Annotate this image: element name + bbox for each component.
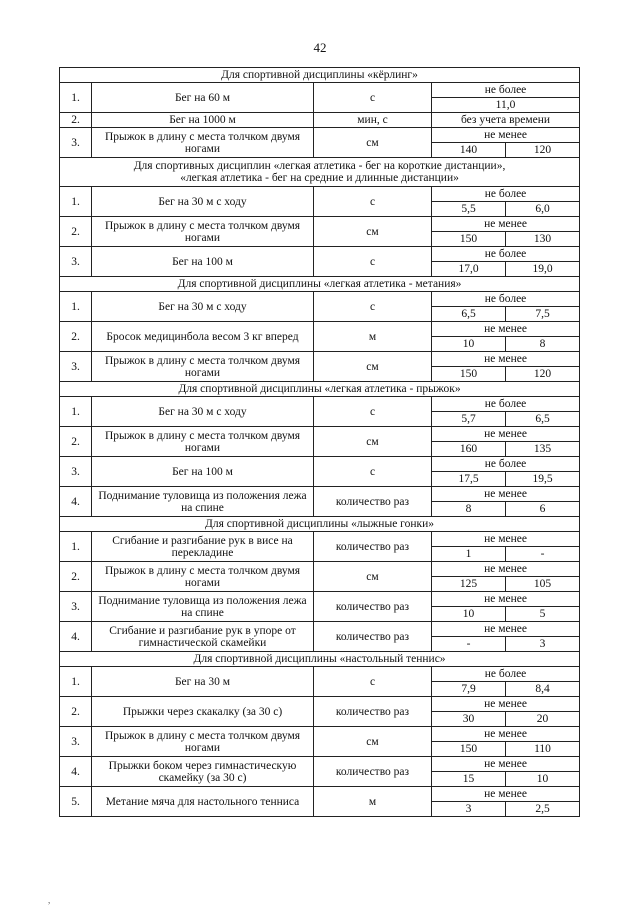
row-number: 2. xyxy=(60,322,92,352)
row-number: 2. xyxy=(60,697,92,727)
norm-value-boys: 150 xyxy=(432,367,506,382)
norm-criterion: не менее xyxy=(432,352,580,367)
row-number: 4. xyxy=(60,622,92,652)
norm-criterion: не менее xyxy=(432,592,580,607)
norm-value-boys: 3 xyxy=(432,802,506,817)
section-title: Для спортивной дисциплины «кёрлинг» xyxy=(60,68,580,83)
norm-criterion: не более xyxy=(432,397,580,412)
unit: с xyxy=(314,187,432,217)
table-row xyxy=(60,787,580,802)
exercise-name: Поднимание туловища из положения лежа на спине xyxy=(92,487,314,517)
norm-criterion: не более xyxy=(432,457,580,472)
table-row xyxy=(60,727,580,742)
unit: с xyxy=(314,397,432,427)
table-row xyxy=(60,128,580,143)
norm-criterion: не менее xyxy=(432,128,580,143)
norm-criterion: не менее xyxy=(432,562,580,577)
exercise-name: Бросок медицинбола весом 3 кг вперед xyxy=(92,322,314,352)
table-row xyxy=(60,83,580,98)
unit: мин, с xyxy=(314,113,432,128)
row-number: 2. xyxy=(60,113,92,128)
norm-value-girls: 110 xyxy=(506,742,580,757)
unit: количество раз xyxy=(314,487,432,517)
exercise-name: Бег на 30 м xyxy=(92,667,314,697)
exercise-name: Бег на 30 м с ходу xyxy=(92,397,314,427)
norm-criterion: не менее xyxy=(432,622,580,637)
norm-value-boys: 17,0 xyxy=(432,262,506,277)
exercise-name: Метание мяча для настольного тенниса xyxy=(92,787,314,817)
row-number: 4. xyxy=(60,757,92,787)
norm-value-girls: 8,4 xyxy=(506,682,580,697)
exercise-name: Бег на 60 м xyxy=(92,83,314,113)
table-row xyxy=(60,487,580,502)
row-number: 1. xyxy=(60,83,92,113)
norm-value-girls: 19,0 xyxy=(506,262,580,277)
section-title: Для спортивной дисциплины «легкая атлетика - метания» xyxy=(60,277,580,292)
table-row xyxy=(60,697,580,712)
unit: см xyxy=(314,128,432,158)
row-number: 1. xyxy=(60,667,92,697)
table-row xyxy=(60,322,580,337)
unit: с xyxy=(314,247,432,277)
row-number: 1. xyxy=(60,292,92,322)
norm-value-boys: 125 xyxy=(432,577,506,592)
exercise-name: Прыжок в длину с места толчком двумя ногами xyxy=(92,217,314,247)
norm-value-boys: 5,7 xyxy=(432,412,506,427)
exercise-name: Бег на 100 м xyxy=(92,457,314,487)
table-row xyxy=(60,352,580,367)
section-title: Для спортивной дисциплины «лыжные гонки» xyxy=(60,517,580,532)
row-number: 4. xyxy=(60,487,92,517)
table-row xyxy=(60,532,580,547)
row-number: 2. xyxy=(60,562,92,592)
norm-value-girls: 3 xyxy=(506,637,580,652)
norm-value-girls: 19,5 xyxy=(506,472,580,487)
norm-criterion: не более xyxy=(432,83,580,98)
norm-value-boys: 17,5 xyxy=(432,472,506,487)
table-row xyxy=(60,667,580,682)
scan-mark: , xyxy=(48,895,51,905)
norm-value-girls: 7,5 xyxy=(506,307,580,322)
row-number: 1. xyxy=(60,532,92,562)
unit: количество раз xyxy=(314,622,432,652)
section-header-row xyxy=(60,277,580,292)
norm-value-boys: 7,9 xyxy=(432,682,506,697)
table-row xyxy=(60,292,580,307)
exercise-name: Прыжки боком через гимнастическую скамейку (за 30 с) xyxy=(92,757,314,787)
unit: см xyxy=(314,562,432,592)
norm-value-boys: 140 xyxy=(432,143,506,158)
section-header-row xyxy=(60,382,580,397)
section-title: Для спортивной дисциплины «настольный теннис» xyxy=(60,652,580,667)
norm-value-boys: 8 xyxy=(432,502,506,517)
norm-value-boys: 150 xyxy=(432,232,506,247)
exercise-name: Бег на 30 м с ходу xyxy=(92,187,314,217)
table-row xyxy=(60,113,580,128)
norm-criterion: не менее xyxy=(432,697,580,712)
table-row xyxy=(60,622,580,637)
norm-value: без учета времени xyxy=(432,113,580,128)
row-number: 2. xyxy=(60,217,92,247)
norm-value-girls: 120 xyxy=(506,143,580,158)
unit: см xyxy=(314,352,432,382)
unit: с xyxy=(314,83,432,113)
norm-value-girls: 5 xyxy=(506,607,580,622)
page-number: 42 xyxy=(313,40,327,55)
section-title: Для спортивных дисциплин «легкая атлетика - бег на короткие дистанции», «легкая атлетика - бег на средние и длинные дистанции» xyxy=(60,158,580,187)
section-header-row xyxy=(60,652,580,667)
section-header-row xyxy=(60,158,580,187)
row-number: 3. xyxy=(60,592,92,622)
norm-criterion: не менее xyxy=(432,757,580,772)
norm-value-girls: 6,0 xyxy=(506,202,580,217)
table-row xyxy=(60,397,580,412)
norm-criterion: не более xyxy=(432,667,580,682)
norm-criterion: не более xyxy=(432,187,580,202)
section-header-row xyxy=(60,68,580,83)
norm-value-girls: 135 xyxy=(506,442,580,457)
norm-value-girls: 120 xyxy=(506,367,580,382)
norm-value-boys: 5,5 xyxy=(432,202,506,217)
norm-value-girls: 10 xyxy=(506,772,580,787)
norm-criterion: не более xyxy=(432,247,580,262)
norm-value-boys: 150 xyxy=(432,742,506,757)
row-number: 1. xyxy=(60,397,92,427)
norms-table xyxy=(59,67,580,817)
norm-criterion: не менее xyxy=(432,322,580,337)
norm-value-boys: 6,5 xyxy=(432,307,506,322)
table-row xyxy=(60,562,580,577)
unit: количество раз xyxy=(314,697,432,727)
norm-value-girls: 6 xyxy=(506,502,580,517)
norm-criterion: не менее xyxy=(432,787,580,802)
table-row xyxy=(60,592,580,607)
norm-value-boys: 10 xyxy=(432,337,506,352)
exercise-name: Прыжок в длину с места толчком двумя ногами xyxy=(92,352,314,382)
exercise-name: Прыжок в длину с места толчком двумя ногами xyxy=(92,562,314,592)
norm-value-boys: 160 xyxy=(432,442,506,457)
row-number: 3. xyxy=(60,457,92,487)
row-number: 3. xyxy=(60,247,92,277)
norm-value-girls: - xyxy=(506,547,580,562)
norm-value-boys: - xyxy=(432,637,506,652)
section-title: Для спортивной дисциплины «легкая атлетика - прыжок» xyxy=(60,382,580,397)
norm-value-girls: 2,5 xyxy=(506,802,580,817)
table-row xyxy=(60,757,580,772)
norm-criterion: не менее xyxy=(432,217,580,232)
unit: с xyxy=(314,292,432,322)
norm-criterion: не менее xyxy=(432,532,580,547)
norm-value-girls: 105 xyxy=(506,577,580,592)
table-row xyxy=(60,427,580,442)
norm-criterion: не менее xyxy=(432,487,580,502)
norm-value-girls: 130 xyxy=(506,232,580,247)
norm-value-girls: 8 xyxy=(506,337,580,352)
unit: м xyxy=(314,322,432,352)
table-row xyxy=(60,217,580,232)
unit: количество раз xyxy=(314,592,432,622)
norm-value: 11,0 xyxy=(432,98,580,113)
row-number: 3. xyxy=(60,727,92,757)
exercise-name: Бег на 30 м с ходу xyxy=(92,292,314,322)
table-row xyxy=(60,457,580,472)
row-number: 1. xyxy=(60,187,92,217)
unit: с xyxy=(314,457,432,487)
exercise-name: Бег на 100 м xyxy=(92,247,314,277)
unit: с xyxy=(314,667,432,697)
exercise-name: Прыжок в длину с места толчком двумя ногами xyxy=(92,128,314,158)
row-number: 2. xyxy=(60,427,92,457)
norm-value-boys: 30 xyxy=(432,712,506,727)
unit: количество раз xyxy=(314,757,432,787)
norm-criterion: не менее xyxy=(432,427,580,442)
exercise-name: Прыжок в длину с места толчком двумя ногами xyxy=(92,427,314,457)
norm-criterion: не более xyxy=(432,292,580,307)
unit: м xyxy=(314,787,432,817)
row-number: 3. xyxy=(60,352,92,382)
norm-value-girls: 6,5 xyxy=(506,412,580,427)
row-number: 3. xyxy=(60,128,92,158)
row-number: 5. xyxy=(60,787,92,817)
exercise-name: Поднимание туловища из положения лежа на спине xyxy=(92,592,314,622)
unit: см xyxy=(314,427,432,457)
table-row xyxy=(60,187,580,202)
norm-value-girls: 20 xyxy=(506,712,580,727)
unit: см xyxy=(314,217,432,247)
norm-value-boys: 10 xyxy=(432,607,506,622)
section-header-row xyxy=(60,517,580,532)
exercise-name: Бег на 1000 м xyxy=(92,113,314,128)
unit: количество раз xyxy=(314,532,432,562)
norm-value-boys: 1 xyxy=(432,547,506,562)
exercise-name: Прыжок в длину с места толчком двумя ногами xyxy=(92,727,314,757)
norm-criterion: не менее xyxy=(432,727,580,742)
exercise-name: Сгибание и разгибание рук в упоре от гимнастической скамейки xyxy=(92,622,314,652)
unit: см xyxy=(314,727,432,757)
norm-value-boys: 15 xyxy=(432,772,506,787)
table-row xyxy=(60,247,580,262)
exercise-name: Прыжки через скакалку (за 30 с) xyxy=(92,697,314,727)
exercise-name: Сгибание и разгибание рук в висе на перекладине xyxy=(92,532,314,562)
